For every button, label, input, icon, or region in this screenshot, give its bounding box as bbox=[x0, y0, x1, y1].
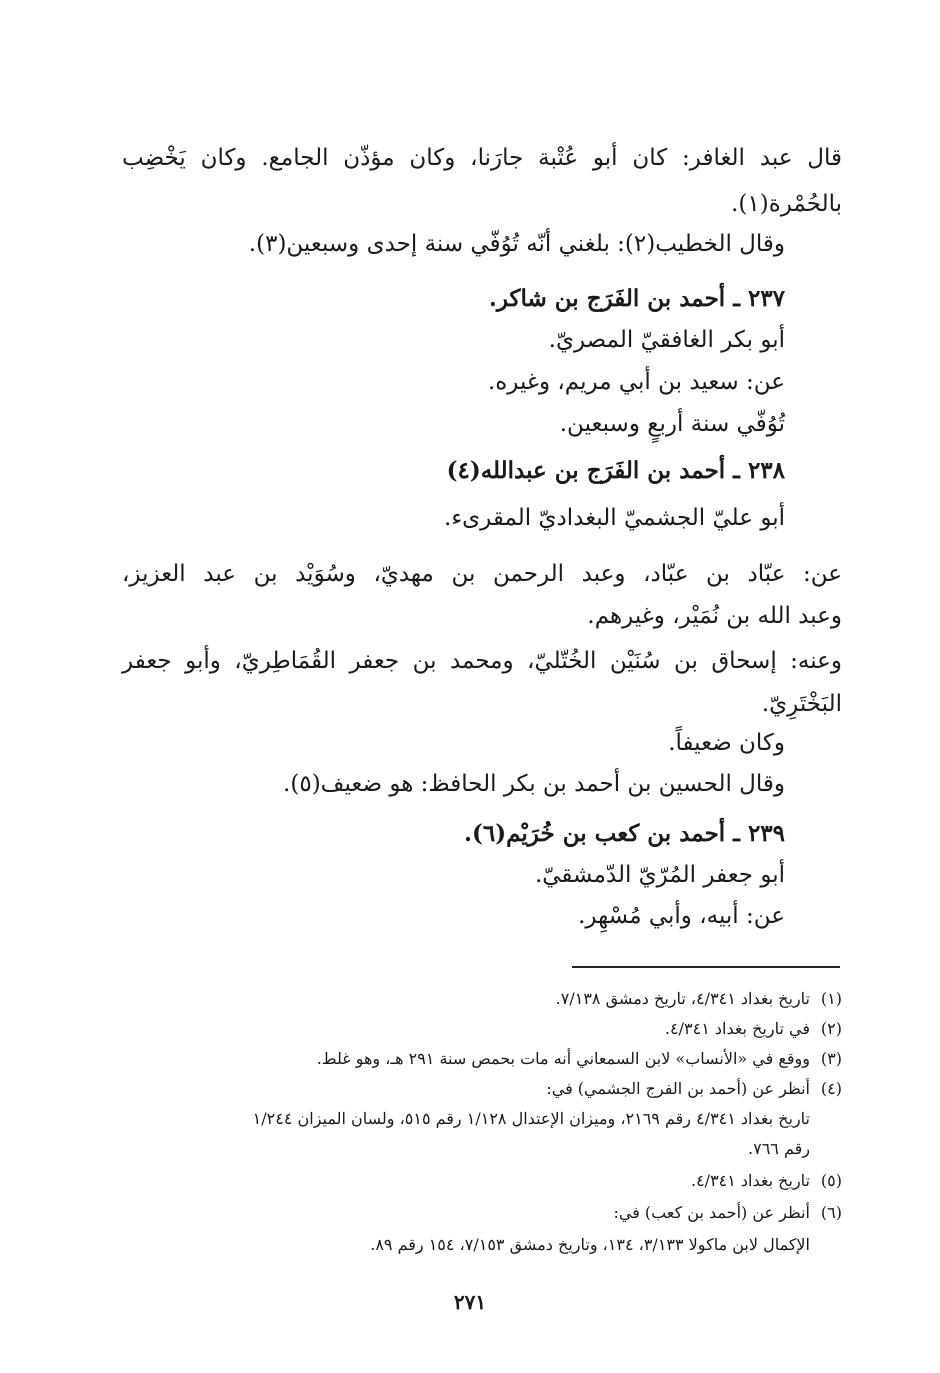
page-number: ٢٧١ bbox=[453, 1290, 487, 1314]
body-line: تُوُفّي سنة أربعٍ وسبعين. bbox=[559, 411, 785, 437]
entry-heading: ٢٣٨ ـ أحمد بن الفَرَج بن عبدالله(٤) bbox=[446, 457, 785, 484]
footnote-text: أنظر عن (أحمد بن الفرج الجشمي) في: bbox=[546, 1079, 810, 1098]
footnote-text: في تاريخ بغداد ٤/٣٤١. bbox=[664, 1019, 810, 1038]
footnote-number: (٢) bbox=[820, 1019, 842, 1038]
body-line: أبو عليّ الجشميّ البغداديّ المقرىء. bbox=[444, 505, 785, 531]
footnote-number: (٤) bbox=[820, 1079, 842, 1098]
body-line: وقال الحسين بن أحمد بن بكر الحافظ: هو ضعيف(٥). bbox=[283, 771, 785, 797]
body-line: عن: أبيه، وأبي مُسْهِر. bbox=[578, 903, 785, 929]
body-line: أبو بكر الغافقيّ المصريّ. bbox=[548, 327, 785, 353]
footnote-text: ووقع في «الأنساب» لابن السمعاني أنه مات بحمص سنة ٢٩١ هـ، وهو غلط. bbox=[316, 1049, 810, 1068]
footnote-number: (١) bbox=[820, 989, 842, 1008]
body-line: وعبد الله بن نُمَيْر، وغيرهم. bbox=[587, 603, 842, 629]
footnote-number: (٣) bbox=[820, 1049, 842, 1068]
body-line: بالحُمْرة(١). bbox=[731, 191, 842, 217]
footnote-separator bbox=[572, 966, 840, 968]
footnote-number: (٥) bbox=[820, 1171, 842, 1190]
footnote-text: تاريخ بغداد ٤/٣٤١ رقم ٢١٦٩، وميزان الإعتدال ١/١٢٨ رقم ٥١٥، ولسان الميزان ١/٢٤٤ bbox=[252, 1109, 810, 1128]
body-line: وكان ضعيفاً. bbox=[668, 730, 785, 756]
body-line: وقال الخطيب(٢): بلغني أنّه تُوُفّي سنة إحدى وسبعين(٣). bbox=[248, 231, 785, 257]
footnote-text: أنظر عن (أحمد بن كعب) في: bbox=[613, 1203, 810, 1222]
body-line: عن: عبّاد بن عبّاد، وعبد الرحمن بن مهديّ، وسُوَيْد بن عبد العزيز، bbox=[122, 561, 842, 587]
entry-heading: ٢٣٩ ـ أحمد بن كعب بن خُرَيْم(٦). bbox=[463, 820, 785, 847]
body-line: وعنه: إسحاق بن سُنَيْن الخُتّليّ، ومحمد بن جعفر القُمَاطِريّ، وأبو جعفر bbox=[122, 648, 842, 674]
footnote-text: رقم ٧٦٦. bbox=[748, 1139, 810, 1158]
body-line: قال عبد الغافر: كان أبو عُتْبة جارَنا، وكان مؤذّن الجامع. وكان يَخْضِب bbox=[122, 145, 842, 171]
footnote-number: (٦) bbox=[820, 1203, 842, 1222]
body-line: عن: سعيد بن أبي مريم، وغيره. bbox=[487, 369, 785, 395]
footnote-text: تاريخ بغداد ٤/٣٤١، تاريخ دمشق ٧/١٣٨. bbox=[555, 989, 810, 1008]
footnote-text: تاريخ بغداد ٤/٣٤١. bbox=[690, 1171, 810, 1190]
entry-heading: ٢٣٧ ـ أحمد بن الفَرَج بن شاكر. bbox=[488, 285, 785, 312]
body-line: أبو جعفر المُرّيّ الدّمشقيّ. bbox=[534, 862, 785, 888]
footnote-text: الإكمال لابن ماكولا ٣/١٣٣، ١٣٤، وتاريخ دمشق ٧/١٥٣، ١٥٤ رقم ٨٩. bbox=[370, 1235, 810, 1254]
body-line: البَخْتَرِيّ. bbox=[761, 691, 842, 717]
